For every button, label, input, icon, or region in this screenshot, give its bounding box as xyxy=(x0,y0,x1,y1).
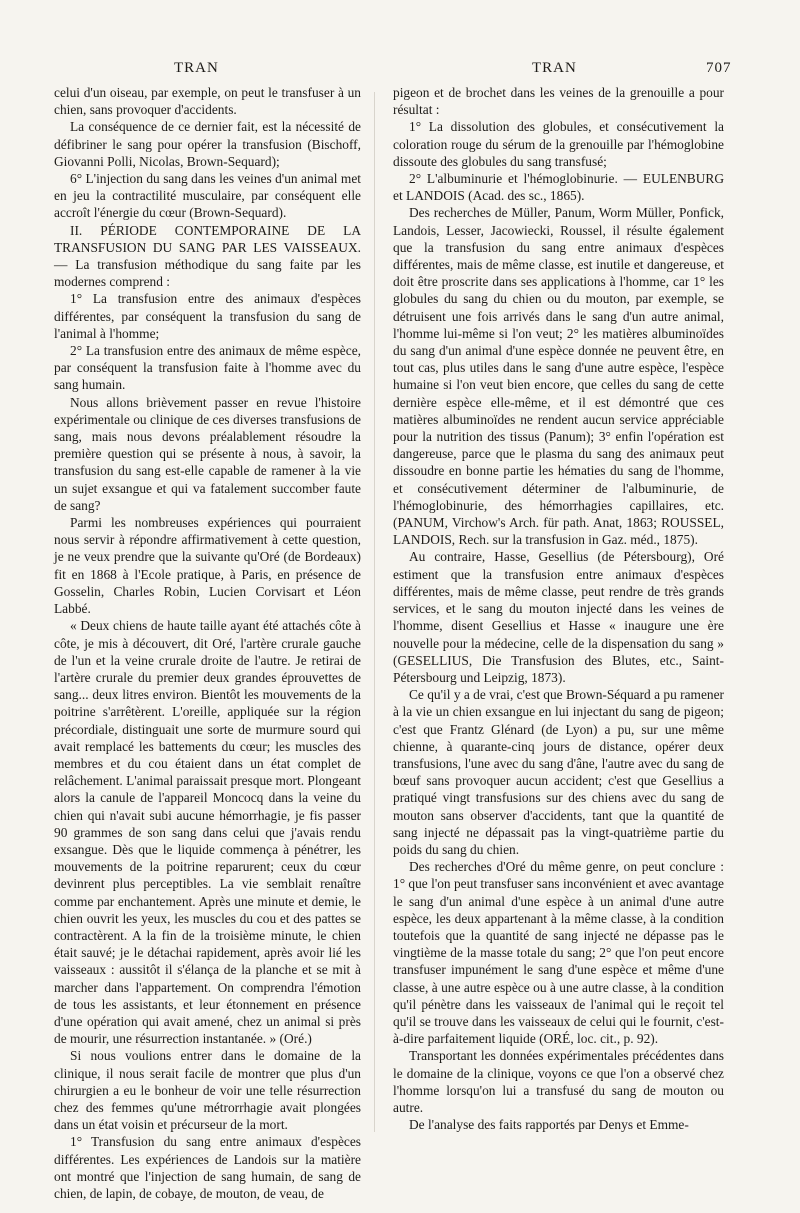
column-divider xyxy=(374,92,375,1132)
header-right-word: TRAN xyxy=(532,60,577,76)
paragraph: 1° La dissolution des globules, et consécutivement la coloration rouge du sérum de la grenouille par l'hémoglobine dissoute des globules du sang transfusé; xyxy=(393,119,724,169)
paragraph: Nous allons brièvement passer en revue l'histoire expérimentale ou clinique de ces diverses transfusions de sang, mais nous devons préalablement résoudre la première question qui se présente à nous, à savoir, la transfusion du sang est-elle capable de ramener à la vie un sujet exsangue et qui va fatalement succomber faute de sang? xyxy=(54,394,361,513)
paragraph: Si nous voulions entrer dans le domaine de la clinique, il nous serait facile de montrer que plus d'un chirurgien a eu le bonheur de voir une telle résurrection chez des femmes qu'une métrorrhagie avait plongées dans un état voisin et précurseur de la mort. xyxy=(54,1048,361,1133)
paragraph: Parmi les nombreuses expériences qui pourraient nous servir à répondre affirmativement à cette question, je ne veux prendre que la suivante qu'Oré (de Bordeaux) fit en 1868 à l'Ecole pratique, à Paris, en présence de Gosselin, Charles Robin, Lucien Corvisart et Léon Labbé. xyxy=(54,515,361,617)
right-column xyxy=(393,84,724,1133)
paragraph: 2° La transfusion entre des animaux de même espèce, par conséquent la transfusion faite à l'homme avec du sang humain. xyxy=(54,343,361,393)
paragraph: 2° L'albuminurie et l'hémoglobinurie. — EULENBURG et LANDOIS (Acad. des sc., 1865). xyxy=(393,171,724,204)
paragraph: Ce qu'il y a de vrai, c'est que Brown-Séquard a pu ramener à la vie un chien exsangue en lui injectant du sang de pigeon; c'est que Frantz Glénard (de Lyon) a pu, sur une même chienne, à quarante-cinq jours de distance, opérer deux transfusions, l'une avec du sang d'âne, l'autre avec du sang de bœuf sans provoquer aucun accident; c'est que Gesellius a pratiqué vingt transfusions sur des chiens avec du sang de mouton sans observer d'accidents, tant que la quantité de sang injecté ne dépassait pas la vingt-quatrième partie du poids du sang du chien. xyxy=(393,687,724,857)
paragraph: pigeon et de brochet dans les veines de la grenouille a pour résultat : xyxy=(393,85,724,118)
page-number: 707 xyxy=(706,60,732,76)
running-header xyxy=(0,60,800,80)
left-column xyxy=(54,84,361,1202)
paragraph: De l'analyse des faits rapportés par Denys et Emme- xyxy=(409,1117,689,1133)
quotation-paragraph: « Deux chiens de haute taille ayant été attachés côte à côte, je mis à découvert, dit Oré, l'artère crurale gauche de l'un et la veine crurale droite de l'autre. Je retirai de l'artère crurale du premier deux grandes éprouvettes de sang... deux litres environ. Bientôt les mouvements de la poitrine s'arrêtèrent. L'oreille, appliquée sur la région précordiale, distinguait une sorte de murmure sourd qui avait remplacé les battements du cœur; les muscles des membres et du cou étaient dans un état complet de relâchement. L'animal paraissait presque mort. Plongeant alors la canule de l'appareil Moncocq dans la veine du chien qui n'avait subi aucune hémorrhagie, je fis passer 90 grammes de son sang dans celui que j'avais rendu exsangue. Dès que le liquide commença à pénétrer, les mouvements de la poitrine reparurent; ceux du cœur devinrent plus perceptibles. La vie semblait renaître comme par enchantement. Après une minute et demie, le chien ouvrit les yeux, les muscles du cou et des pattes se contractèrent. A la fin de la troisième minute, le chien était sauvé; je le détachai rapidement, après avoir lié les vaisseaux : aussitôt il s'élança de la planche et se mit à marcher dans l'appartement. On comprendra l'émotion de tous les assistants, et leur étonnement en présence d'une opération qui avait amené, chez un animal si près de mourir, une résurrection instantanée. » (Oré.) xyxy=(54,618,361,1047)
paragraph: La conséquence de ce dernier fait, est la nécessité de défibriner le sang pour opérer la transfusion (Bischoff, Giovanni Polli, Nicolas, Brown-Sequard); xyxy=(54,119,361,169)
paragraph: Des recherches de Müller, Panum, Worm Müller, Ponfick, Landois, Lesser, Jacowiecki, Roussel, il résulte également que la transfusion du sang entre animaux d'espèces différentes, mais de même classe, est inutile et dangereuse, et doit être proscrite dans ses applications à l'homme, car 1° les globules du sang du chien ou du mouton, par exemple, se détruisent une fois arrivés dans le sang d'un autre animal, l'homme lui-même si l'on veut; 2° les matières albuminoïdes du sang d'un animal d'une espèce donnée ne peuvent être, en tout cas, plus utiles dans le sang d'une autre espèce, l'espèce humaine si l'on veut bien encore, que celles du sang de cette dernière espèce elle-même, et il est démontré que ces matières albuminoïdes ne rendent aucun service appréciable pour la nutrition des tissus (Panum); 3° enfin l'opération est dangereuse, parce que le plasma du sang des animaux peut dissoudre en bonne partie les hématies du sang de l'homme, et consécutivement déterminer de l'albuminurie, de l'hémoglobinurie, des hémorrhagies capillaires, etc. (PANUM, Virchow's Arch. für path. Anat, 1863; ROUSSEL, LANDOIS, Rech. sur la transfusion in Gaz. méd., 1875). xyxy=(393,205,724,548)
subsection-paragraph: 1° Transfusion du sang entre animaux d'espèces différentes. Les expériences de Landois sur la matière ont montré que l'injection de sang humain, de sang de chien, de lapin, de cobaye, de mouton, de veau, de xyxy=(54,1134,361,1201)
paragraph: celui d'un oiseau, par exemple, on peut le transfuser à un chien, sans provoquer d'accidents. xyxy=(54,85,361,118)
section-heading-paragraph: II. PÉRIODE CONTEMPORAINE DE LA TRANSFUSION DU SANG PAR LES VAISSEAUX. — La transfusion méthodique du sang faite par les modernes comprend : xyxy=(54,222,361,290)
paragraph: Au contraire, Hasse, Gesellius (de Pétersbourg), Oré estiment que la transfusion entre animaux d'espèces différentes, mais de même classe, peut rendre de très grands services, et le sang du mouton injecté dans les veines de l'homme, disent Gesellius et Hasse « inaugure une ère nouvelle pour la médecine, celle de la dispensation du sang » (GESELLIUS, Die Transfusion des Blutes, etc., Saint-Pétersbourg und Leipzig, 1873). xyxy=(393,549,724,685)
header-left-word: TRAN xyxy=(174,60,219,76)
paragraph: Des recherches d'Oré du même genre, on peut conclure : 1° que l'on peut transfuser sans inconvénient et avec avantage le sang d'un animal d'une espèce à un animal d'une autre espèce, les deux appartenant à la même classe, à la condition toutefois que la quantité de sang injecté ne dépasse pas le vingtième de la masse totale du sang; 2° que l'on peut encore transfuser impunément le sang d'une espèce et même d'une classe, à une autre espèce ou à une autre classe, à la condition qu'il pénètre dans les vaisseaux de l'animal qui le reçoit tel qu'il se trouve dans les vaisseaux de celui qui le fournit, c'est-à-dire parfaitement liquide (ORÉ, loc. cit., p. 92). xyxy=(393,859,724,1047)
paragraph: 6° L'injection du sang dans les veines d'un animal met en jeu la contractilité musculaire, par conséquent elle accroît l'énergie du cœur (Brown-Sequard). xyxy=(54,171,361,221)
paragraph: Transportant les données expérimentales précédentes dans le domaine de la clinique, voyons ce que l'on a observé chez l'homme lorsqu'on lui a transfusé du sang de mouton ou autre. xyxy=(393,1048,724,1115)
paragraph: 1° La transfusion entre des animaux d'espèces différentes, par conséquent la transfusion du sang de l'animal à l'homme; xyxy=(54,291,361,341)
